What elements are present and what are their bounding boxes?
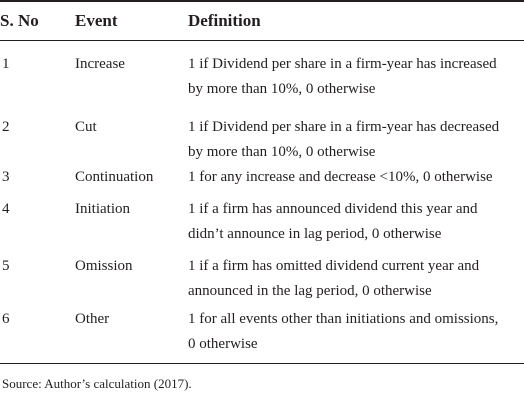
definition-line: 1 if a firm has omitted dividend current year and <box>188 258 480 274</box>
row-sno: 6 <box>2 311 10 327</box>
row-definition <box>188 307 524 357</box>
definition-line: 1 if Dividend per share in a firm-year has increased <box>188 56 497 72</box>
row-sno: 3 <box>2 169 10 185</box>
definition-line: announced in the lag period, 0 otherwise <box>188 283 432 299</box>
row-event: Increase <box>75 56 125 72</box>
definition-line: 1 if a firm has announced dividend this year and <box>188 201 478 217</box>
row-definition <box>188 197 524 247</box>
row-event: Omission <box>75 258 133 274</box>
row-sno: 5 <box>2 258 10 274</box>
row-event: Continuation <box>75 169 154 185</box>
definition-line: didn’t announce in lag period, 0 otherwise <box>188 226 442 242</box>
row-event: Other <box>75 311 110 327</box>
definition-line: 0 otherwise <box>188 336 258 352</box>
definition-line: by more than 10%, 0 otherwise <box>188 81 376 97</box>
row-definition <box>188 254 524 304</box>
definition-line: by more than 10%, 0 otherwise <box>188 144 376 160</box>
row-definition <box>188 52 524 102</box>
row-event: Cut <box>75 119 97 135</box>
header-event: Event <box>75 11 118 30</box>
definition-line: 1 if Dividend per share in a firm-year has decreased <box>188 119 500 135</box>
row-definition <box>188 115 524 165</box>
row-sno: 1 <box>2 56 10 72</box>
source-note: Source: Author’s calculation (2017). <box>2 376 192 391</box>
row-sno: 4 <box>2 201 10 217</box>
header-definition: Definition <box>188 11 261 30</box>
definition-line: 1 for all events other than initiations and omissions, <box>188 311 499 327</box>
definition-line: 1 for any increase and decrease <10%, 0 otherwise <box>188 169 493 185</box>
header-sno: S. No <box>0 11 39 30</box>
row-sno: 2 <box>2 119 10 135</box>
row-definition <box>188 165 524 190</box>
table-bottom-rule <box>0 363 524 364</box>
row-event: Initiation <box>75 201 130 217</box>
table-header-rule <box>0 40 524 41</box>
